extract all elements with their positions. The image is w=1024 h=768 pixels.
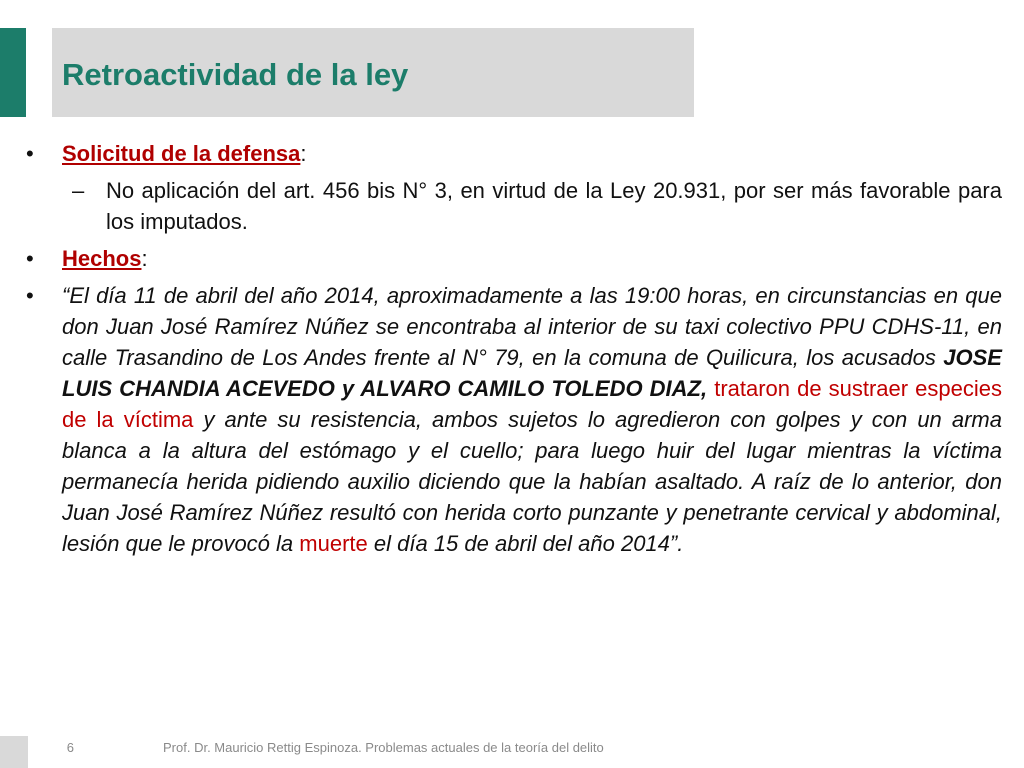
quote-accused-names: JOSE LUIS CHANDIA ACEVEDO y ALVARO CAMILO TOLEDO DIAZ, [62, 345, 1002, 401]
sub-item-defense-detail [26, 175, 1002, 237]
title-accent-bar [0, 28, 26, 117]
quote-emphasis-theft: trataron de sustraer especies de la víctima [62, 376, 1002, 432]
defense-request-colon: : [300, 141, 307, 166]
slide-number: 6 [66, 740, 74, 755]
defense-detail-text: No aplicación del art. 456 bis N° 3, en virtud de la Ley 20.931, por ser más favorable para los imputados. [106, 178, 1002, 234]
quote-text-part1: “El día 11 de abril del año 2014, aproximadamente a las 19:00 horas, en circunstancias en que don Juan José Ramírez Núñez se encontraba al interior de su taxi colectivo PPU CDHS-11, en calle Trasandino de Los Andes frente al N° 79, en la comuna de Quilicura, los acusados [62, 283, 1002, 370]
quote-text-part2: y ante su resistencia, ambos sujetos lo agredieron con golpes y con un arma blanca a la altura del estómago y el cuello; para luego huir del lugar mientras la víctima permanecía herida pidiendo auxilio diciendo que la habían asaltado. A raíz de lo anterior, don Juan José Ramírez Núñez resultó con herida corto punzante y penetrante cervical y abdominal, lesión que le provocó la [62, 407, 1002, 556]
defense-request-label: Solicitud de la defensa [62, 141, 301, 166]
bullet-glyph: • [26, 246, 34, 271]
facts-colon: : [141, 246, 148, 271]
dash-glyph: – [72, 178, 85, 203]
facts-label: Hechos [62, 246, 142, 271]
bullet-glyph: • [26, 283, 34, 308]
quote-text-part3: el día 15 de abril del año 2014”. [373, 531, 684, 556]
bullet-glyph: • [26, 141, 34, 166]
bullet-item-facts [26, 243, 1002, 274]
bullet-item-defense-request [26, 138, 1002, 169]
bullet-item-facts-quote [26, 280, 1002, 559]
footer-text: Prof. Dr. Mauricio Rettig Espinoza. Problemas actuales de la teoría del delito [163, 740, 604, 755]
slide-content [26, 138, 1002, 565]
quote-emphasis-death: muerte [299, 531, 368, 556]
footer-corner-box [0, 736, 28, 768]
slide-title: Retroactividad de la ley [62, 57, 409, 92]
